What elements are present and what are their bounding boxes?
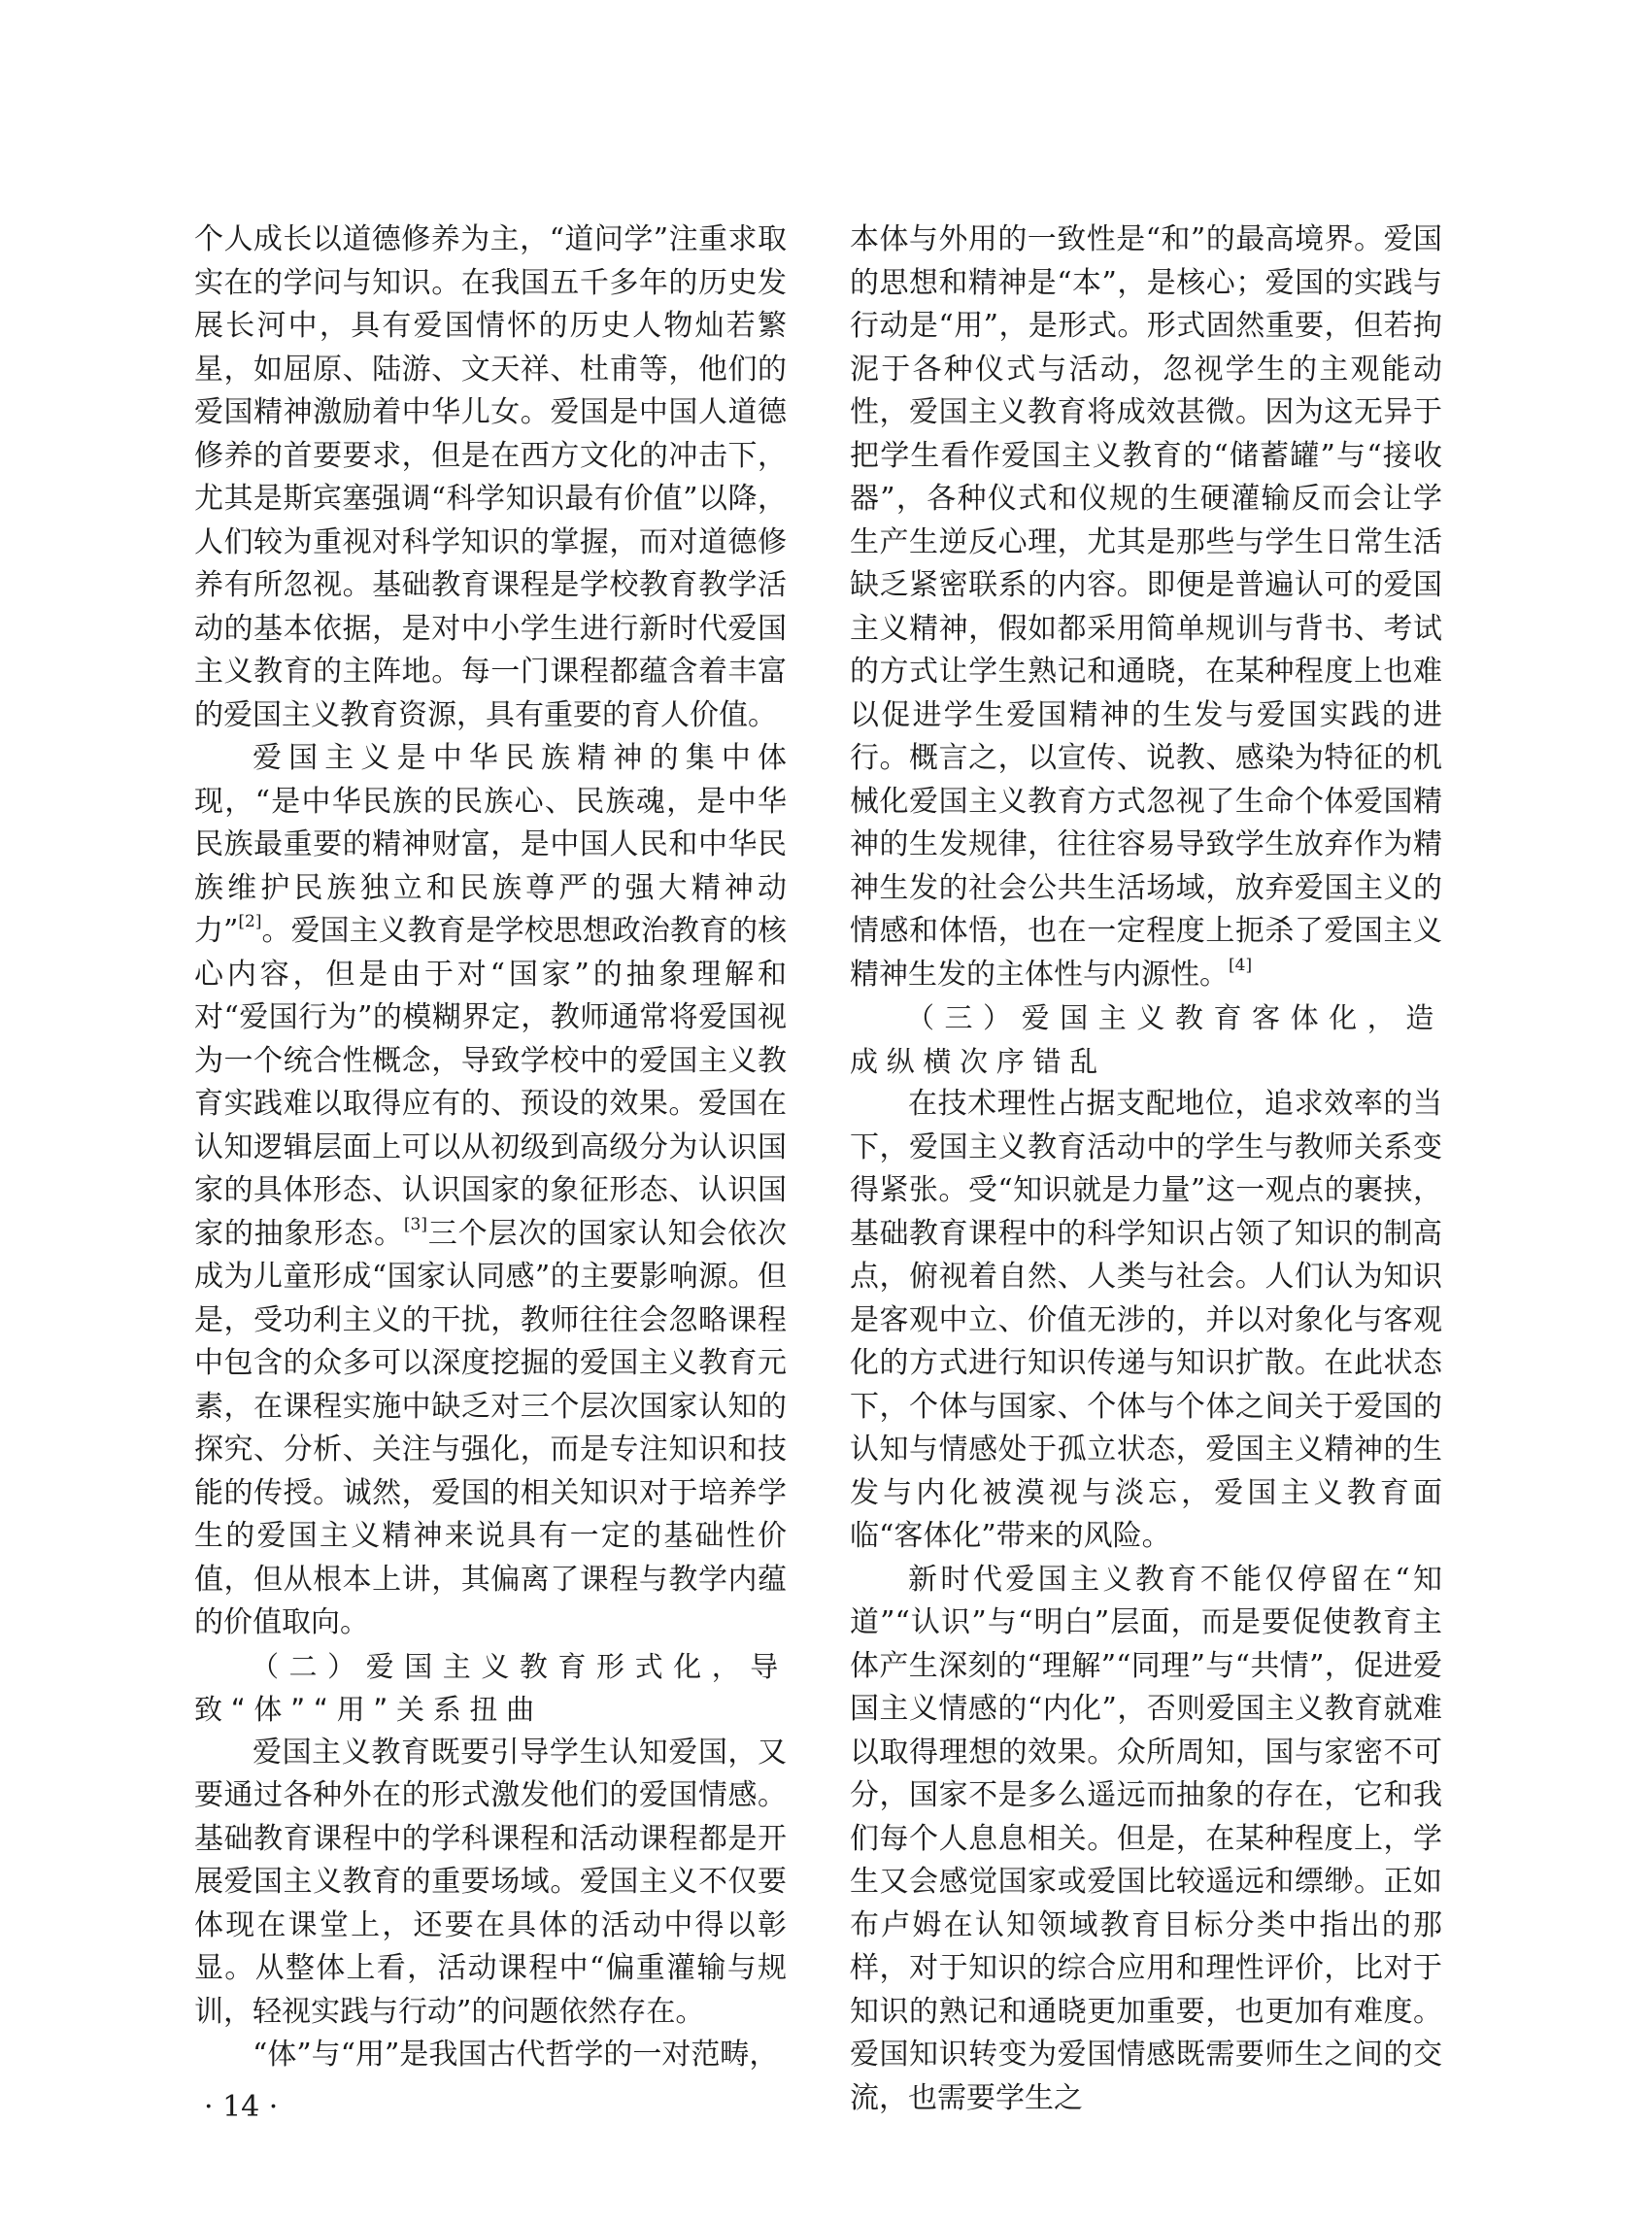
page-number: · 14 · [204, 2090, 279, 2124]
right-column [850, 219, 1442, 2120]
left-column [194, 219, 787, 2077]
citation-ref: [4] [1229, 955, 1253, 975]
paragraph: 爱国主义教育既要引导学生认知爱国，又要通过各种外在的形式激发他们的爱国情感。基础教育课程中的学科课程和活动课程都是开展爱国主义教育的重要场域。爱国主义不仅要体现在课堂上，还要在具体的活动中得以彰显。从整体上看，活动课程中“偏重灌输与规训，轻视实践与行动”的问题依然存在。 [194, 1735, 787, 2029]
text-run: 本体与外用的一致性是“和”的最高境界。爱国的思想和精神是“本”，是核心；爱国的实践与行动是“用”，是形式。形式固然重要，但若拘泥于各种仪式与活动，忽视学生的主观能动性，爱国主义教育将成效甚微。因为这无异于把学生看作爱国主义教育的“储蓄罐”与“接收器”，各种仪式和仪规的生硬灌输反而会让学生产生逆反心理，尤其是那些与学生日常生活缺乏紧密联系的内容。即便是普遍认可的爱国主义精神，假如都采用简单规训与背书、考试的方式让学生熟记和通晓，在某种程度上也难以促进学生爱国精神的生发与爱国实践的进行。概言之，以宣传、说教、感染为特征的机械化爱国主义教育方式忽视了生命个体爱国精神的生发规律，往往容易导致学生放弃作为精神生发的社会公共生活场域，放弃爱国主义的情感和体悟，也在一定程度上扼杀了爱国主义精神生发的主体性与内源性。 [850, 222, 1442, 992]
paragraph [194, 737, 787, 1645]
citation-ref: [3] [403, 1214, 427, 1234]
citation-ref: [2] [238, 912, 262, 931]
section-heading: （二）爱国主义教育形式化，导致“体”“用”关系扭曲 [194, 1649, 787, 1726]
paragraph: 在技术理性占据支配地位，追求效率的当下，爱国主义教育活动中的学生与教师关系变得紧张。受“知识就是力量”这一观点的裹挟，基础教育课程中的科学知识占领了知识的制高点，俯视着自然、人类与社会。人们认为知识是客观中立、价值无涉的，并以对象化与客观化的方式进行知识传递与知识扩散。在此状态下，个体与国家、个体与个体之间关于爱国的认知与情感处于孤立状态，爱国主义精神的生发与内化被漠视与淡忘，爱国主义教育面临“客体化”带来的风险。 [850, 1087, 1442, 1553]
text-run: 爱国主义是中华民族精神的集中体现，“是中华民族的民族心、民族魂，是中华民族最重要的精神财富，是中国人民和中华民族维护民族独立和民族尊严的强大精神动力” [194, 741, 787, 948]
paragraph [850, 219, 1442, 996]
paragraph: 个人成长以道德修养为主，“道问学”注重求取实在的学问与知识。在我国五千多年的历史发展长河中，具有爱国情怀的历史人物灿若繁星，如屈原、陆游、文天祥、杜甫等，他们的爱国精神激励着中华儿女。爱国是中国人道德修养的首要要求，但是在西方文化的冲击下，尤其是斯宾塞强调“科学知识最有价值”以降，人们较为重视对科学知识的掌握，而对道德修养有所忽视。基础教育课程是学校教育教学活动的基本依据，是对中小学生进行新时代爱国主义教育的主阵地。每一门课程都蕴含着丰富的爱国主义教育资源，具有重要的育人价值。 [194, 222, 787, 732]
paragraph: 新时代爱国主义教育不能仅停留在“知道”“认识”与“明白”层面，而是要促使教育主体产生深刻的“理解”“同理”与“共情”，促进爱国主义情感的“内化”，否则爱国主义教育就难以取得理想的效果。众所周知，国与家密不可分，国家不是多么遥远而抽象的存在，它和我们每个人息息相关。但是，在某种程度上，学生又会感觉国家或爱国比较遥远和缥缈。正如布卢姆在认知领域教育目标分类中指出的那样，对于知识的综合应用和理性评价，比对于知识的熟记和通晓更加重要，也更加有难度。爱国知识转变为爱国情感既需要师生之间的交流，也需要学生之 [850, 1562, 1442, 2115]
paragraph: “体”与“用”是我国古代哲学的一对范畴， [253, 2038, 779, 2072]
text-run: 。爱国主义教育是学校思想政治教育的核心内容，但是由于对“国家”的抽象理解和对“爱国行为”的模糊界定，教师通常将爱国视为一个统合性概念，导致学校中的爱国主义教育实践难以取得应有的、预设的效果。爱国在认知逻辑层面上可以从初级到高级分为认识国家的具体形态、认识国家的象征形态、认识国家的抽象形态。 [194, 914, 788, 1251]
section-heading: （三）爱国主义教育客体化，造成纵横次序错乱 [850, 1001, 1442, 1078]
text-run: 三个层次的国家认知会依次成为儿童形成“国家认同感”的主要影响源。但是，受功利主义的干扰，教师往往会忽略课程中包含的众多可以深度挖掘的爱国主义教育元素，在课程实施中缺乏对三个层次国家认知的探究、分析、关注与强化，而是专注知识和技能的传授。诚然，爱国的相关知识对于培养学生的爱国主义精神来说具有一定的基础性价值，但从根本上讲，其偏离了课程与教学内蕴的价值取向。 [194, 1216, 788, 1639]
